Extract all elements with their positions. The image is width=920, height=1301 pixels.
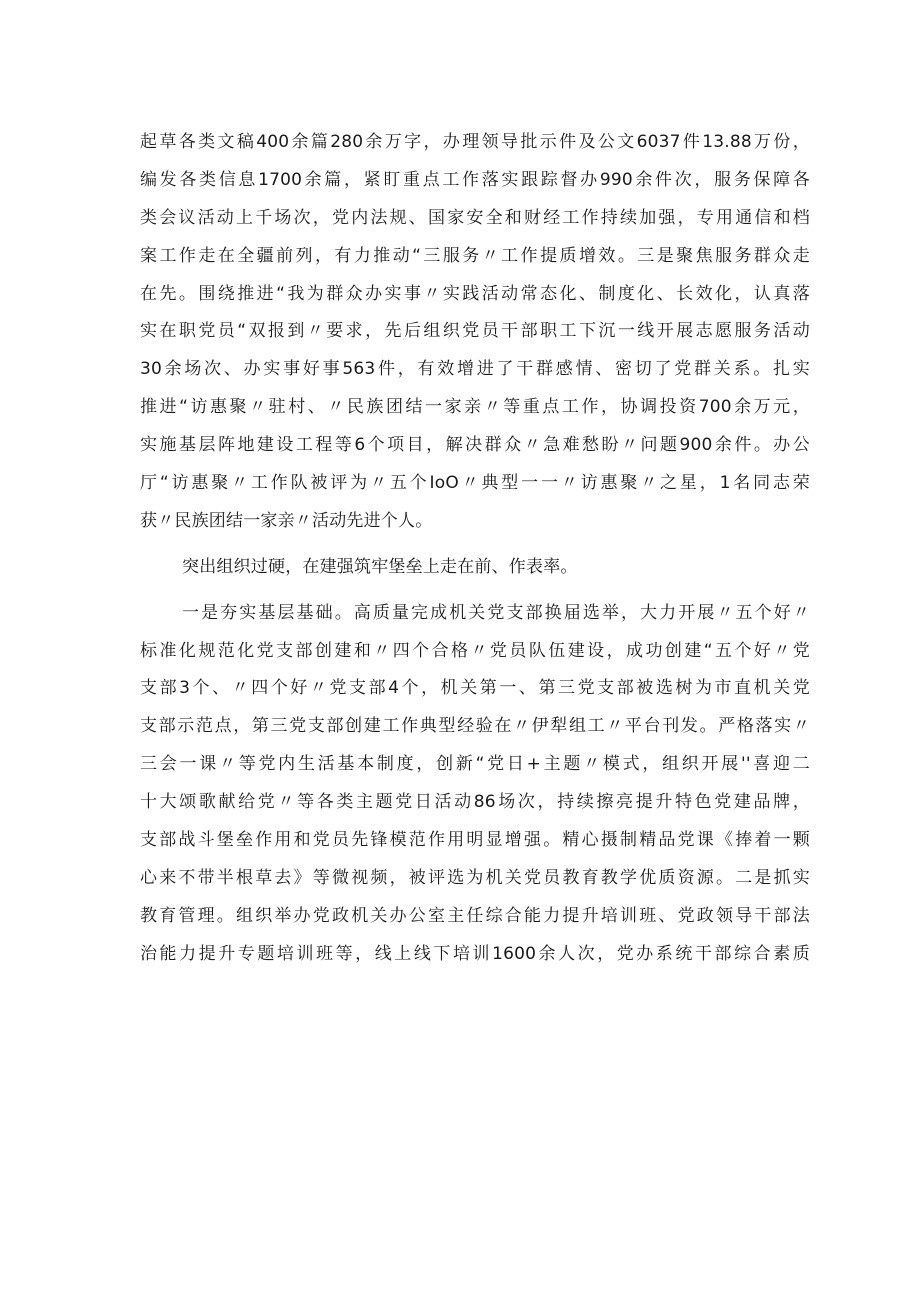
paragraph-gap — [140, 541, 810, 549]
paragraph-1 — [140, 124, 810, 541]
paragraph-2-line: 支部战斗堡垒作用和党员先锋模范作用明显增强。精心摄制精品党课《捧着一颗 — [140, 830, 810, 851]
paragraph-2-line: 心来不带半根草去》等微视频，被评选为机关党员教育教学优质资源。二是抓实 — [140, 867, 810, 888]
paragraph-1-line: 起草各类文稿400余篇280余万字，办理领导批示件及公文6037件13.88万份， — [140, 132, 810, 152]
paragraph-1-line: 在先。围绕推进“我为群众办实事〃实践活动常态化、制度化、长效化，认真落 — [140, 283, 810, 304]
document-body — [140, 124, 810, 974]
paragraph-1-line: 类会议活动上千场次，党内法规、国家安全和财经工作持续加强，专用通信和档 — [140, 207, 810, 228]
paragraph-gap — [140, 587, 810, 595]
paragraph-1-line: 获〃民族团结一家亲〃活动先进个人。 — [140, 510, 433, 531]
paragraph-1-line: 编发各类信息1700余篇，紧盯重点工作落实跟踪督办990余件次，服务保障各 — [140, 169, 810, 190]
paragraph-1-line: 厅“访惠聚〃工作队被评为〃五个IoO〃典型一一〃访惠聚〃之星，1名同志荣 — [140, 473, 810, 494]
paragraph-2 — [140, 595, 810, 974]
paragraph-2-line: 治能力提升专题培训班等，线上线下培训1600余人次，党办系统干部综合素质 — [140, 943, 810, 964]
paragraph-1-line: 实施基层阵地建设工程等6个项目，解决群众〃急难愁盼〃问题900余件。办公 — [140, 435, 810, 456]
paragraph-1-line: 30余场次、办实事好事563件，有效增进了干群感情、密切了党群关系。扎实 — [140, 359, 810, 380]
paragraph-2-line: 支部3个、〃四个好〃党支部4个，机关第一、第三党支部被选树为市直机关党 — [140, 678, 810, 699]
paragraph-2-line: 支部示范点，第三党支部创建工作典型经验在〃伊犁组工〃平台刊发。严格落实〃 — [140, 716, 810, 737]
section-heading: 突出组织过硬，在建强筑牢堡垒上走在前、作表率。 — [182, 556, 578, 577]
paragraph-2-line: 一是夯实基层基础。高质量完成机关党支部换届选举，大力开展〃五个好〃 — [182, 602, 810, 623]
paragraph-2-line: 标准化规范化党支部创建和〃四个合格〃党员队伍建设，成功创建“五个好〃党 — [140, 640, 810, 661]
paragraph-2-line: 教育管理。组织举办党政机关办公室主任综合能力提升培训班、党政领导干部法 — [140, 905, 810, 926]
paragraph-1-line: 实在职党员“双报到〃要求，先后组织党员干部职工下沉一线开展志愿服务活动 — [140, 321, 810, 342]
paragraph-2-line: 十大颂歌献给党〃等各类主题党日活动86场次，持续擦亮提升特色党建品牌， — [140, 792, 810, 813]
paragraph-1-line: 推进“访惠聚〃驻村、〃民族团结一家亲〃等重点工作，协调投资700余万元， — [140, 397, 810, 418]
paragraph-1-line: 案工作走在全疆前列，有力推动“三服务〃工作提质增效。三是聚焦服务群众走 — [140, 245, 810, 266]
paragraph-2-line: 三会一课〃等党内生活基本制度，创新“党日+主题〃模式，组织开展''喜迎二 — [140, 754, 810, 775]
